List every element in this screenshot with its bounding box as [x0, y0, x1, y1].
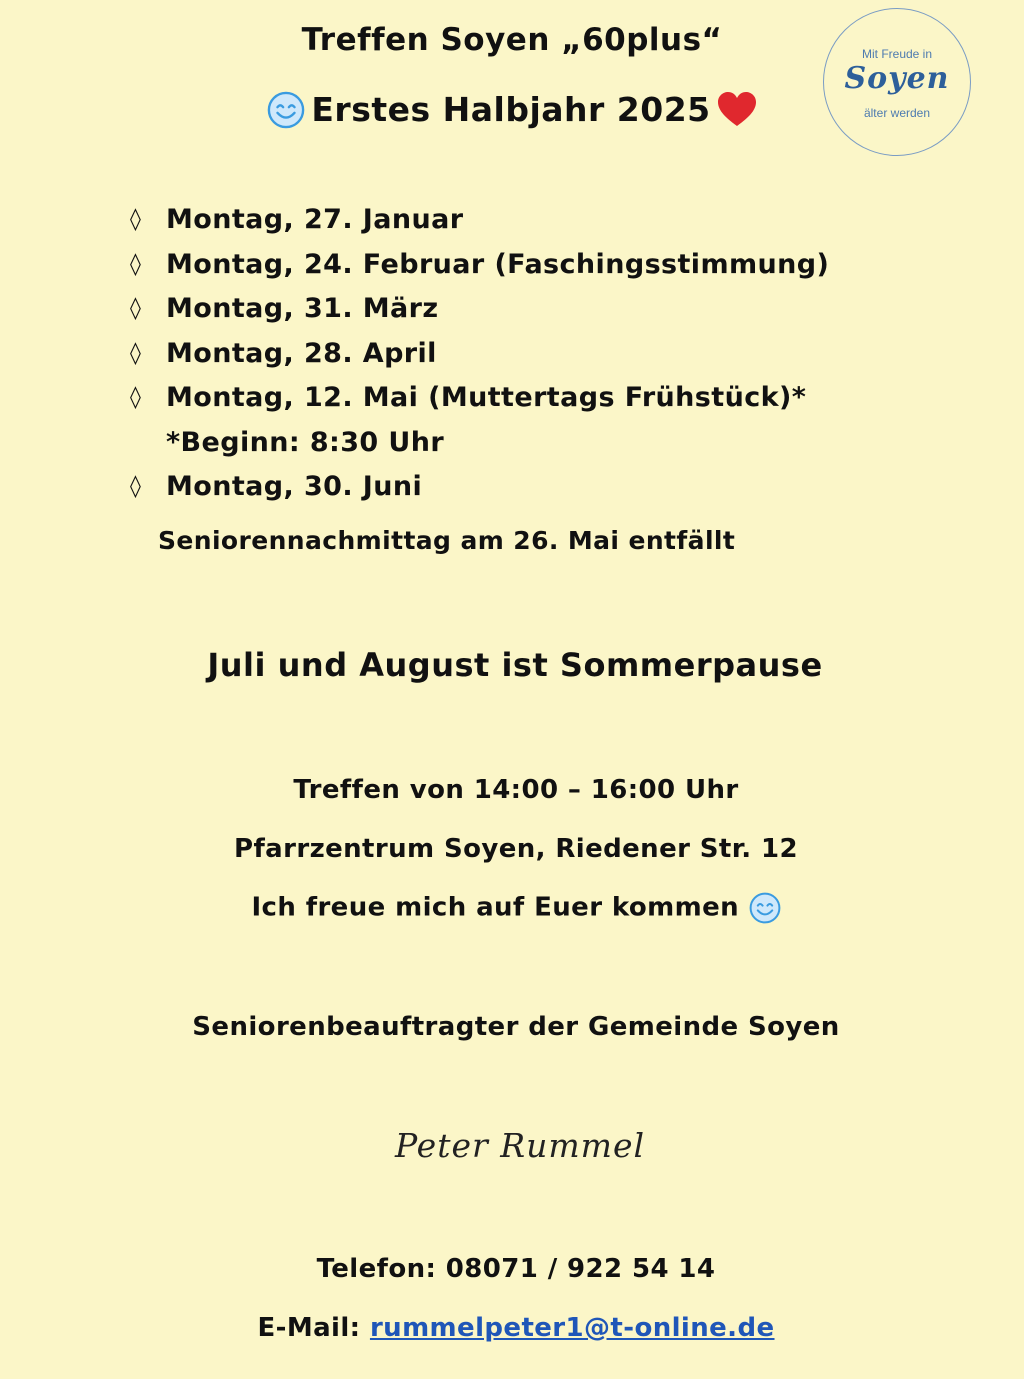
smiley-icon: [749, 892, 781, 924]
list-item: [130, 198, 990, 243]
diamond-bullet-icon: ◊: [130, 207, 142, 232]
cancellation-note: Seniorennachmittag am 26. Mai entfällt: [158, 526, 736, 555]
date-text: Montag, 28. April: [166, 337, 437, 369]
logo-seal: [823, 8, 971, 156]
logo-line-2: Soyen: [844, 61, 950, 96]
email-label: E-Mail:: [257, 1313, 361, 1343]
list-item: [130, 332, 990, 377]
logo-line-1: Mit Freude in: [861, 47, 933, 61]
logo-line-3: älter werden: [863, 106, 931, 120]
date-text: Montag, 27. Januar: [166, 204, 464, 235]
list-item: [130, 243, 990, 288]
subtitle-text: Erstes Halbjahr 2025: [311, 90, 711, 129]
meeting-location: Pfarrzentrum Soyen, Riedener Str. 12: [234, 834, 798, 864]
diamond-bullet-icon: ◊: [130, 385, 142, 410]
diamond-bullet-icon: ◊: [130, 340, 142, 366]
signature: Peter Rummel: [394, 1126, 646, 1165]
invitation-row: [0, 892, 1024, 924]
date-text: Montag, 30. Juni: [166, 471, 423, 502]
meeting-time: Treffen von 14:00 – 16:00 Uhr: [293, 775, 739, 805]
invitation-text: Ich freue mich auf Euer kommen: [251, 892, 740, 923]
date-text: Montag, 12. Mai (Muttertags Frühstück)*: [166, 382, 807, 413]
list-item-note: [130, 421, 990, 466]
date-list: [130, 198, 990, 510]
smiley-icon: [267, 91, 305, 129]
heart-icon: [717, 92, 757, 128]
date-note-text: *Beginn: 8:30 Uhr: [166, 426, 445, 458]
page-title: Treffen Soyen „60plus“: [301, 22, 723, 58]
diamond-bullet-icon: ◊: [130, 296, 142, 321]
contact-email-row: [0, 1313, 1024, 1343]
diamond-bullet-icon: ◊: [130, 251, 142, 277]
list-item: [130, 465, 990, 510]
list-item: [130, 376, 990, 421]
email-link[interactable]: rummelpeter1@t-online.de: [369, 1313, 775, 1343]
contact-phone: Telefon: 08071 / 922 54 14: [316, 1254, 716, 1284]
date-text: Montag, 31. März: [166, 293, 439, 324]
diamond-bullet-icon: ◊: [130, 474, 142, 499]
date-text: Montag, 24. Februar (Faschingsstimmung): [166, 248, 830, 280]
summer-break-heading: Juli und August ist Sommerpause: [207, 646, 823, 684]
role-title: Seniorenbeauftragter der Gemeinde Soyen: [192, 1012, 840, 1042]
list-item: [130, 287, 990, 332]
